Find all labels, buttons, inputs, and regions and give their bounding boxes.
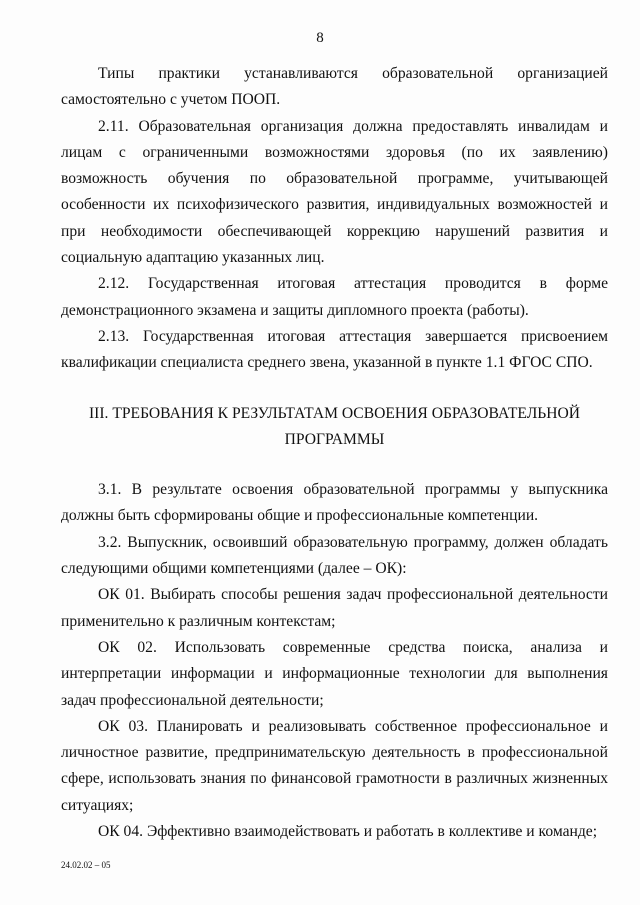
footer-document-code: 24.02.02 – 05 — [61, 860, 111, 870]
paragraph-3-1: 3.1. В результате освоения образовательной программы у выпускника должны быть сформированы общие и профессиональные компетенции. — [61, 481, 608, 525]
paragraph-2-11: 2.11. Образовательная организация должна предоставлять инвалидам и лицам с ограниченными возможностями здоровья (по их заявлению) возможность обучения по образовательной программе, учитывающей особенности их психофизического развития, индивидуальных возможностей и при необходимости обеспечивающей коррекцию нарушений развития и социальную адаптацию указанных лиц. — [61, 117, 608, 267]
paragraph-ok-01: ОК 01. Выбирать способы решения задач профессиональной деятельности применительно к различным контекстам; — [61, 586, 608, 630]
paragraph-ok-03: ОК 03. Планировать и реализовывать собственное профессиональное и личностное развитие, предпринимательскую деятельность в профессиональной сфере, использовать знания по финансовой грамотности в различных жизненных ситуациях; — [61, 717, 608, 814]
paragraph-2-13: 2.13. Государственная итоговая аттестация завершается присвоением квалификации специалиста среднего звена, указанной в пункте 1.1 ФГОС СПО. — [61, 327, 608, 372]
spacer — [61, 453, 608, 477]
document-body — [61, 61, 608, 845]
paragraph-3-2: 3.2. Выпускник, освоивший образовательную программу, должен обладать следующими общими компетенциями (далее – ОК): — [61, 533, 608, 578]
spacer — [61, 377, 608, 401]
paragraph-ok-04: ОК 04. Эффективно взаимодействовать и работать в коллективе и команде; — [98, 823, 598, 841]
section-heading-line-1: III. ТРЕБОВАНИЯ К РЕЗУЛЬТАТАМ ОСВОЕНИЯ ОБРАЗОВАТЕЛЬНОЙ — [88, 404, 581, 422]
paragraph-practice-types: Типы практики устанавливаются образовательной организацией самостоятельно с учетом ПООП. — [61, 65, 608, 109]
paragraph-2-12: 2.12. Государственная итоговая аттестация проводится в форме демонстрационного экзамена и защиты дипломного проекта (работы). — [61, 275, 608, 319]
section-heading-line-2: ПРОГРАММЫ — [284, 430, 385, 448]
page-number: 8 — [316, 30, 324, 46]
paragraph-ok-02: ОК 02. Использовать современные средства поиска, анализа и интерпретации информации и информационные технологии для выполнения задач профессиональной деятельности; — [61, 638, 608, 709]
